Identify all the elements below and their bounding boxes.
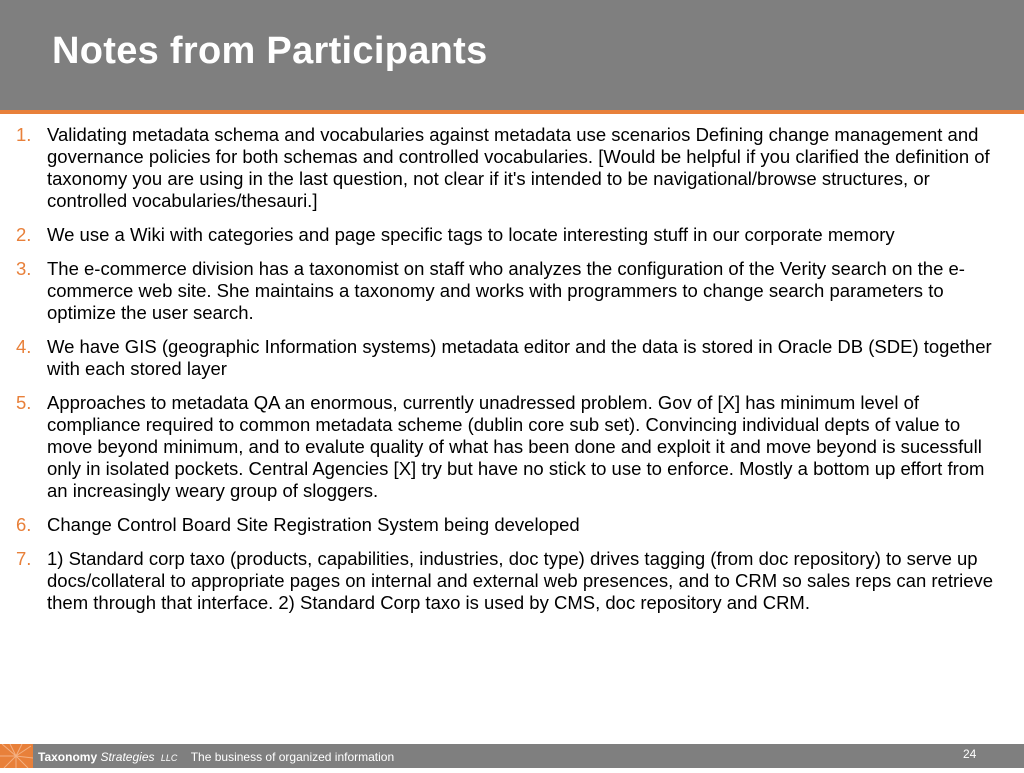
note-text: Validating metadata schema and vocabularies against metadata use scenarios Defining change management and governance policies for both schemas and controlled vocabularies. [Would be helpful if you clarified the definition of taxonomy you are using in the last question, not clear if it's intended to be navigational/browse structures, or controlled vocabularies/thesauri.] (47, 124, 990, 211)
note-item (16, 224, 1016, 246)
note-number: 2. (16, 224, 32, 245)
note-number: 4. (16, 336, 32, 357)
note-text: The e-commerce division has a taxonomist on staff who analyzes the configuration of the Verity search on the e-commerce web site. She maintains a taxonomy and works with programmers to change search parameters to optimize the user search. (47, 258, 965, 323)
note-text: 1) Standard corp taxo (products, capabilities, industries, doc type) drives tagging (from doc repository) to serve up docs/collateral to appropriate pages on internal and external web presences, and to CRM so sales reps can retrieve them through that interface. 2) Standard Corp taxo is used by CMS, doc repository and CRM. (47, 548, 994, 613)
slide-title: Notes from Participants (52, 30, 488, 72)
page-number: 24 (963, 747, 977, 761)
slide-footer (0, 744, 1024, 768)
starburst-icon (0, 744, 33, 768)
brand-logo-icon (0, 744, 33, 768)
note-item (16, 392, 1016, 502)
brand-name: Taxonomy (38, 750, 98, 764)
note-text: Change Control Board Site Registration System being developed (47, 514, 580, 535)
note-item (16, 548, 1016, 614)
brand-suffix: LLC (160, 753, 178, 763)
note-number: 5. (16, 392, 32, 413)
header-accent-rule (0, 110, 1024, 114)
note-text: Approaches to metadata QA an enormous, currently unadressed problem. Gov of [X] has minimum level of compliance required to common metadata scheme (dublin core sub set). Convincing individual depts of value to move beyond minimum, and to evalute quality of what has been done and exploit it and move beyond is sucessfull only in isolated pockets. Central Agencies [X] try but have no stick to use to enforce. Mostly a bottom up effort from an increasingly weary group of sloggers. (47, 392, 985, 501)
note-text: We have GIS (geographic Information systems) metadata editor and the data is stored in Oracle DB (SDE) together with each stored layer (47, 336, 992, 379)
slide-header (0, 0, 1024, 110)
note-number: 3. (16, 258, 32, 279)
note-item (16, 258, 1016, 324)
note-number: 1. (16, 124, 32, 145)
note-number: 6. (16, 514, 32, 535)
note-text: We use a Wiki with categories and page specific tags to locate interesting stuff in our corporate memory (47, 224, 895, 245)
note-item (16, 514, 1016, 536)
brand-tagline: The business of organized information (190, 750, 395, 764)
notes-list (16, 124, 1016, 626)
note-item (16, 336, 1016, 380)
note-number: 7. (16, 548, 32, 569)
brand-name-italic: Strategies (100, 750, 155, 764)
note-item (16, 124, 1016, 212)
footer-brand (38, 750, 394, 764)
